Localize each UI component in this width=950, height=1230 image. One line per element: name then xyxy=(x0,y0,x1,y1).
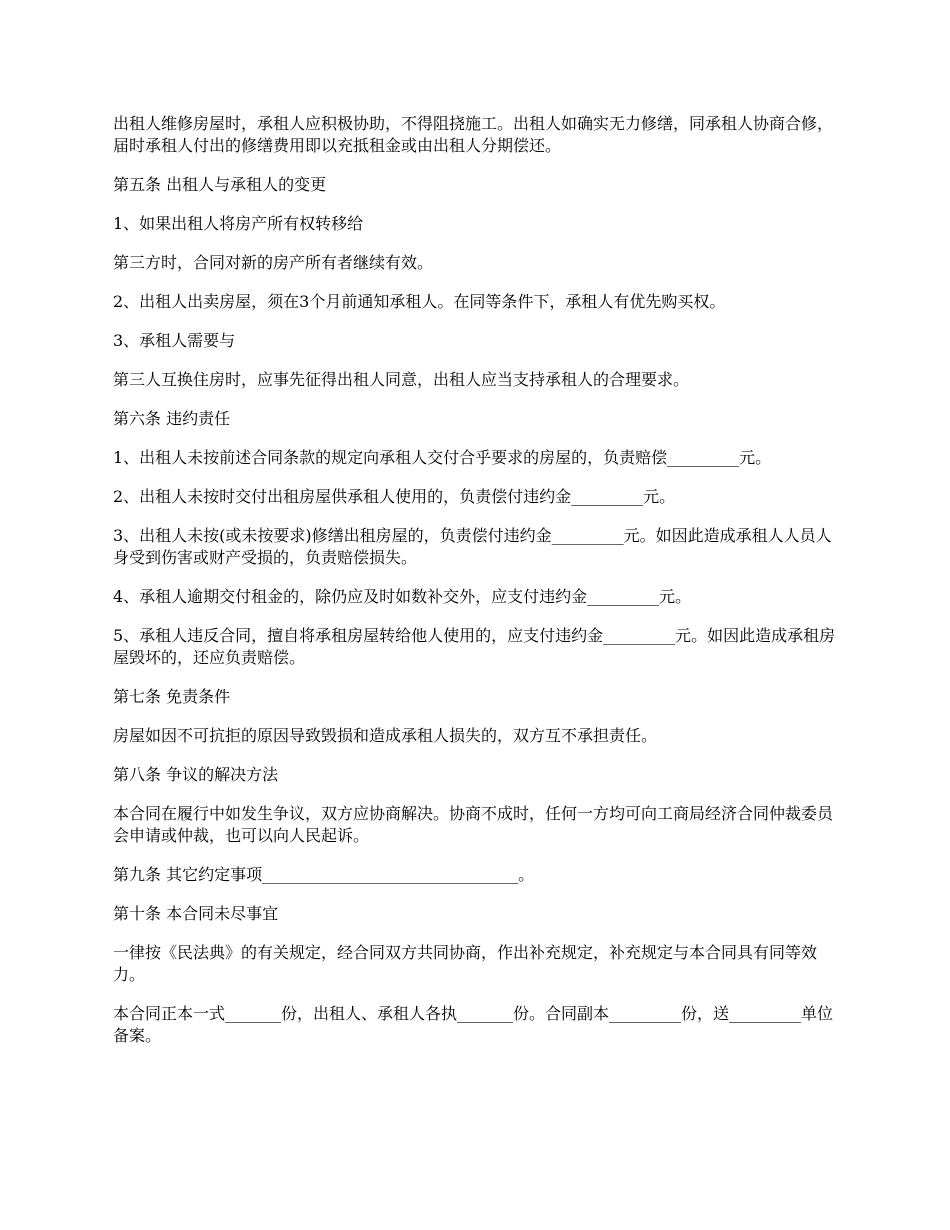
paragraph-copies: 本合同正本一式_______份，出租人、承租人各执_______份。合同副本_________份，送_________单位备案。 xyxy=(113,1004,834,1045)
paragraph-5-1-cont: 第三方时，合同对新的房产所有者继续有效。 xyxy=(113,253,434,272)
paragraph-6-5: 5、承租人违反合同，擅自将承租房屋转给他人使用的，应支付违约金_________元。如因此造成承租房屋毁坏的，还应负责赔偿。 xyxy=(113,626,836,667)
paragraph-7: 房屋如因不可抗拒的原因导致毁损和造成承租人损失的，双方互不承担责任。 xyxy=(113,726,658,745)
paragraph-5-1: 1、如果出租人将房产所有权转移给 xyxy=(113,214,364,233)
heading-article-8: 第八条 争议的解决方法 xyxy=(113,765,279,784)
heading-article-6: 第六条 违约责任 xyxy=(113,409,231,428)
paragraph-6-2: 2、出租人未按时交付出租房屋供承租人使用的，负责偿付违约金_________元。 xyxy=(113,487,676,506)
heading-article-7: 第七条 免责条件 xyxy=(113,687,231,706)
paragraph-5-3: 3、承租人需要与 xyxy=(113,331,236,350)
heading-article-9: 第九条 其它约定事项________________________________。 xyxy=(113,865,535,884)
paragraph-6-1: 1、出租人未按前述合同条款的规定向承租人交付合乎要求的房屋的，负责赔偿_________元。 xyxy=(113,448,772,467)
paragraph-6-4: 4、承租人逾期交付租金的，除仍应及时如数补交外，应支付违约金_________元。 xyxy=(113,587,692,606)
paragraph-8: 本合同在履行中如发生争议，双方应协商解决。协商不成时，任何一方均可向工商局经济合同仲裁委员会申请或仲裁，也可以向人民起诉。 xyxy=(113,804,834,845)
paragraph-5-3-cont: 第三人互换住房时，应事先征得出租人同意，出租人应当支持承租人的合理要求。 xyxy=(113,370,690,389)
document-page xyxy=(113,113,840,1064)
paragraph-5-2: 2、出租人出卖房屋，须在3个月前通知承租人。在同等条件下，承租人有优先购买权。 xyxy=(113,292,726,311)
paragraph-repair-cooperation: 出租人维修房屋时，承租人应积极协助，不得阻挠施工。出租人如确实无力修缮，同承租人协商合修，届时承租人付出的修缮费用即以充抵租金或由出租人分期偿还。 xyxy=(113,114,834,155)
paragraph-10: 一律按《民法典》的有关规定，经合同双方共同协商，作出补充规定，补充规定与本合同具有同等效力。 xyxy=(113,943,818,984)
paragraph-6-3: 3、出租人未按(或未按要求)修缮出租房屋的，负责偿付违约金_________元。如因此造成承租人人员人身受到伤害或财产受损的，负责赔偿损失。 xyxy=(113,526,832,567)
heading-article-5: 第五条 出租人与承租人的变更 xyxy=(113,175,327,194)
heading-article-10: 第十条 本合同未尽事宜 xyxy=(113,904,279,923)
